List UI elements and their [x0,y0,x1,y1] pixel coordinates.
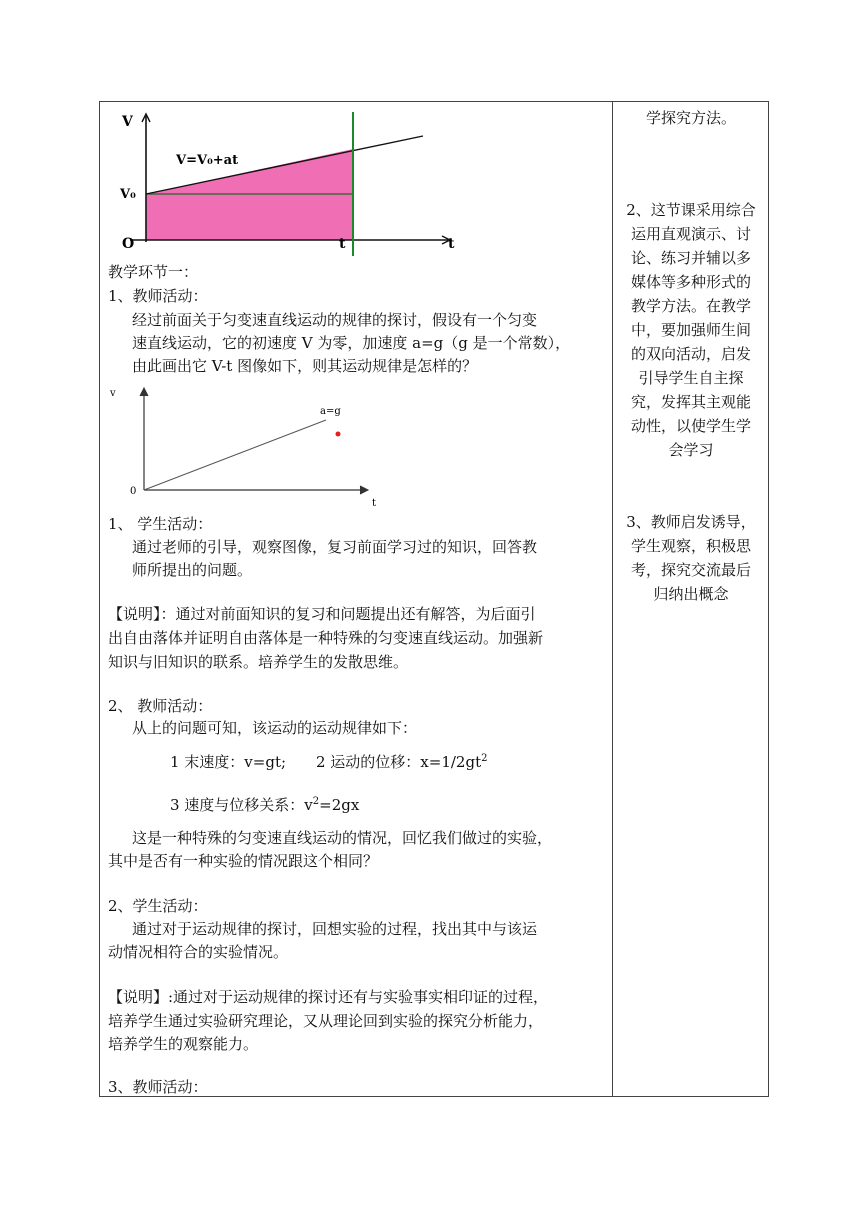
t-axis-arrow [360,486,368,494]
origin-label: 0 [130,486,137,497]
v-axis-label: V [122,114,133,130]
teacher1-line: 速直线运动，它的初速度 V 为零，加速度 a=g（g 是一个常数）， [132,334,571,352]
teacher1-line: 由此画出它 V-t 图像如下，则其运动规律是怎样的？ [132,357,478,375]
note2-line: 培养学生的观察能力。 [108,1035,259,1053]
teacher2-line: 这是一种特殊的匀变速直线运动的情况，回忆我们做过的实验， [132,829,553,847]
formula-displacement [316,752,488,772]
side-note-3-line: 3、教师启发诱导， [626,513,756,531]
note1-line: 知识与旧知识的联系。培养学生的发散思维。 [108,653,409,671]
note1-line: 【说明】：通过对前面知识的复习和问题提出还有解答，为后面引 [108,605,536,623]
teacher3-heading: 3、教师活动： [108,1078,208,1096]
origin-label: O [122,236,135,252]
formula3-suffix: =2gx [319,796,360,814]
formula-velocity-displacement [170,795,359,815]
formula-velocity-text: 1 末速度：v=gt; [170,753,287,771]
side-note-3-line: 考，探究交流最后 [630,561,751,579]
formula-displacement-exponent: 2 [481,753,488,764]
v-axis-arrow [140,388,148,396]
side-note-2-line: 究，发挥其主观能 [630,393,751,411]
velocity-line [144,420,326,490]
student1-heading: 1、 学生活动： [108,515,213,533]
teacher1-line: 经过前面关于匀变速直线运动的规律的探讨，假设有一个匀变 [132,311,538,329]
note2-line: 【说明】:通过对于运动规律的探讨还有与实验事实相印证的过程， [108,988,549,1006]
student2-line: 动情况相符合的实验情况。 [108,943,289,961]
column-divider [612,101,613,1097]
teacher1-heading: 1、教师活动： [108,287,208,305]
formula-displacement-text: 2 运动的位移：x=1/2gt [316,753,482,771]
note2-line: 培养学生通过实验研究理论，又从理论回到实验的探究分析能力， [108,1012,544,1030]
formula-velocity [170,752,286,772]
side-note-2-line: 中，要加强师生间 [630,321,751,339]
formula3-exponent: 2 [312,796,320,807]
side-note-3-line: 学生观察，积极思 [630,537,751,555]
note1-line: 出自由落体并证明自由落体是一种特殊的匀变速直线运动。加强新 [108,629,544,647]
student2-line: 通过对于运动规律的探讨，回想实验的过程，找出其中与该运 [132,920,538,938]
teacher2-heading: 2、 教师活动： [108,697,213,715]
side-note-3-line: 归纳出概念 [653,585,729,603]
teacher2-intro: 从上的问题可知，该运动的运动规律如下： [132,719,418,737]
side-note-2-line: 论、练习并辅以多 [630,249,751,267]
section-title: 教学环节一： [108,263,199,281]
formula-label: V=V₀+at [176,153,239,168]
v-axis-label: v [110,388,116,399]
side-note-2-line: 教学方法。在教学 [630,297,751,315]
side-note-2-line: 引导学生自主探 [638,369,744,387]
side-note-2-line: 媒体等多种形式的 [630,273,751,291]
side-note-2-line: 会学习 [668,441,714,459]
side-note-2-line: 运用直观演示、讨 [630,225,751,243]
red-dot [336,432,341,437]
v0-label: V₀ [120,187,136,202]
vt-graph-shaded [108,108,473,258]
vt-graph-free-fall [108,380,388,508]
line-label: a=g [320,406,341,417]
t-axis-label: t [448,236,455,252]
t-axis-label: t [372,498,377,508]
side-note-method: 学探究方法。 [645,109,736,127]
student1-line: 师所提出的问题。 [132,561,253,579]
student2-heading: 2、学生活动： [108,897,208,915]
side-note-2-line: 的双向活动，启发 [630,345,751,363]
side-note-2-line: 2、这节课采用综合 [626,201,756,219]
t-marker-label: t [339,236,346,252]
formula3-text: 3 速度与位移关系：v [170,796,313,814]
side-note-2-line: 动性，以使学生学 [630,417,751,435]
teacher2-line: 其中是否有一种实验的情况跟这个相同？ [108,852,379,870]
student1-line: 通过老师的引导，观察图像，复习前面学习过的知识，回答教 [132,538,538,556]
